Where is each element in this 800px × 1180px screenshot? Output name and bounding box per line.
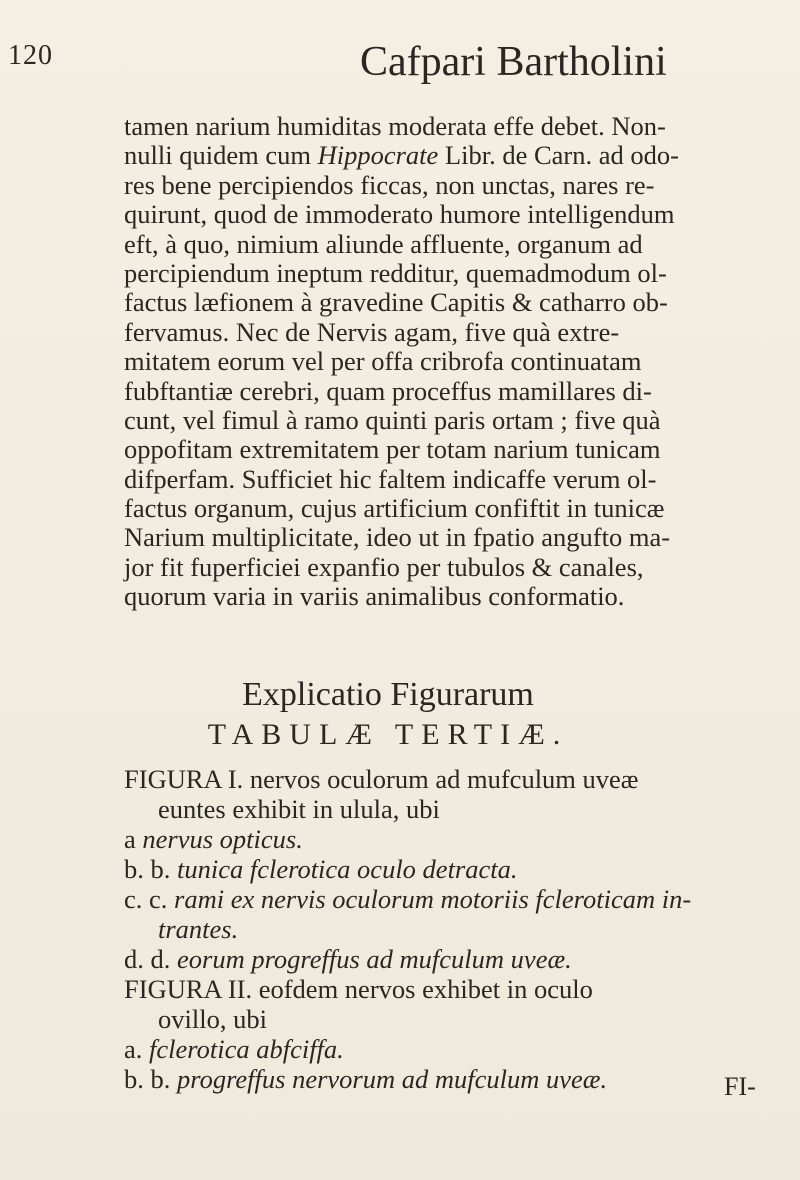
text-line: fervamus. Nec de Nervis agam, five quà extre-	[124, 316, 620, 347]
text-line: jor fit fuperficiei expanfio per tubulos & canales,	[124, 551, 644, 582]
legend-item	[124, 884, 784, 914]
text-line: eft, à quo, nimium aliunde affluente, organum ad	[124, 228, 643, 259]
running-head: Cafpari Bartholini	[360, 39, 667, 85]
figure-2-heading	[124, 974, 784, 1004]
caption-subtitle: TABULÆ TERTIÆ.	[207, 718, 569, 751]
main-text	[124, 112, 784, 612]
text-fragment: nulli quidem cum	[124, 140, 318, 171]
legend-text: eorum progreffus ad mufculum uveæ.	[177, 944, 572, 974]
legend-text: nervus opticus.	[142, 824, 303, 854]
legend-text: fclerotica abfciffa.	[149, 1034, 344, 1064]
text-line: quorum varia in variis animalibus conformatio.	[124, 581, 625, 612]
figure-1-heading	[124, 764, 784, 794]
text-line: res bene percipiendos ficcas, non unctas, nares re-	[124, 169, 655, 200]
text-line: fubftantiæ cerebri, quam proceffus mamillares di-	[124, 375, 652, 406]
figure-2-continuation: ovillo, ubi	[158, 1004, 267, 1034]
legend-item	[124, 914, 784, 944]
text-line: factus organum, cujus artificium confiftit in tunicæ	[124, 493, 665, 524]
figure-legend	[124, 764, 784, 1094]
legend-text: tunica fclerotica oculo detracta.	[177, 854, 518, 884]
text-line: factus læfionem à gravedine Capitis & catharro ob-	[124, 287, 668, 318]
text-fragment: Libr. de Carn. ad odo-	[438, 140, 679, 171]
legend-key: c. c.	[124, 884, 168, 914]
text-line: Narium multiplicitate, ideo ut in fpatio angufto ma-	[124, 522, 671, 553]
figure-label: FIGURA I.	[124, 764, 244, 794]
legend-item	[124, 1064, 784, 1094]
text-line: difperfam. Sufficiet hic faltem indicaffe verum ol-	[124, 463, 657, 494]
figure-1-continuation: euntes exhibit in ulula, ubi	[158, 794, 440, 824]
legend-key: d. d.	[124, 944, 171, 974]
legend-item	[124, 944, 784, 974]
text-line: cunt, vel fimul à ramo quinti paris ortam ; five quà	[124, 404, 661, 435]
legend-key: a.	[124, 1034, 143, 1064]
legend-key: a	[124, 824, 136, 854]
text-line: quirunt, quod de immoderato humore intelligendum	[124, 199, 675, 230]
legend-item	[124, 1034, 784, 1064]
legend-text: rami ex nervis oculorum motoriis fcleroticam in-	[174, 884, 692, 914]
text-line: tamen narium humiditas moderata effe debet. Non-	[124, 111, 666, 141]
legend-key: b. b.	[124, 1064, 171, 1094]
page-number: 120	[8, 40, 53, 71]
figure-text: nervos oculorum ad mufculum uveæ	[243, 764, 639, 794]
italic-name: Hippocrate	[317, 140, 439, 171]
legend-item	[124, 854, 784, 884]
legend-key: b. b.	[124, 854, 171, 884]
legend-text: trantes.	[158, 914, 239, 944]
caption-title: Explicatio Figurarum	[242, 676, 534, 713]
legend-text: progreffus nervorum ad mufculum uveæ.	[177, 1064, 608, 1094]
text-line	[124, 141, 784, 170]
catchword: FI-	[724, 1072, 756, 1101]
legend-item	[124, 824, 784, 854]
figure-label: FIGURA II.	[124, 974, 253, 1004]
figure-text: eofdem nervos exhibet in oculo	[252, 974, 593, 1004]
text-line: mitatem eorum vel per offa cribrofa continuatam	[124, 346, 642, 377]
text-line: percipiendum ineptum redditur, quemadmodum ol-	[124, 257, 667, 288]
text-line: oppofitam extremitatem per totam narium tunicam	[124, 434, 661, 465]
